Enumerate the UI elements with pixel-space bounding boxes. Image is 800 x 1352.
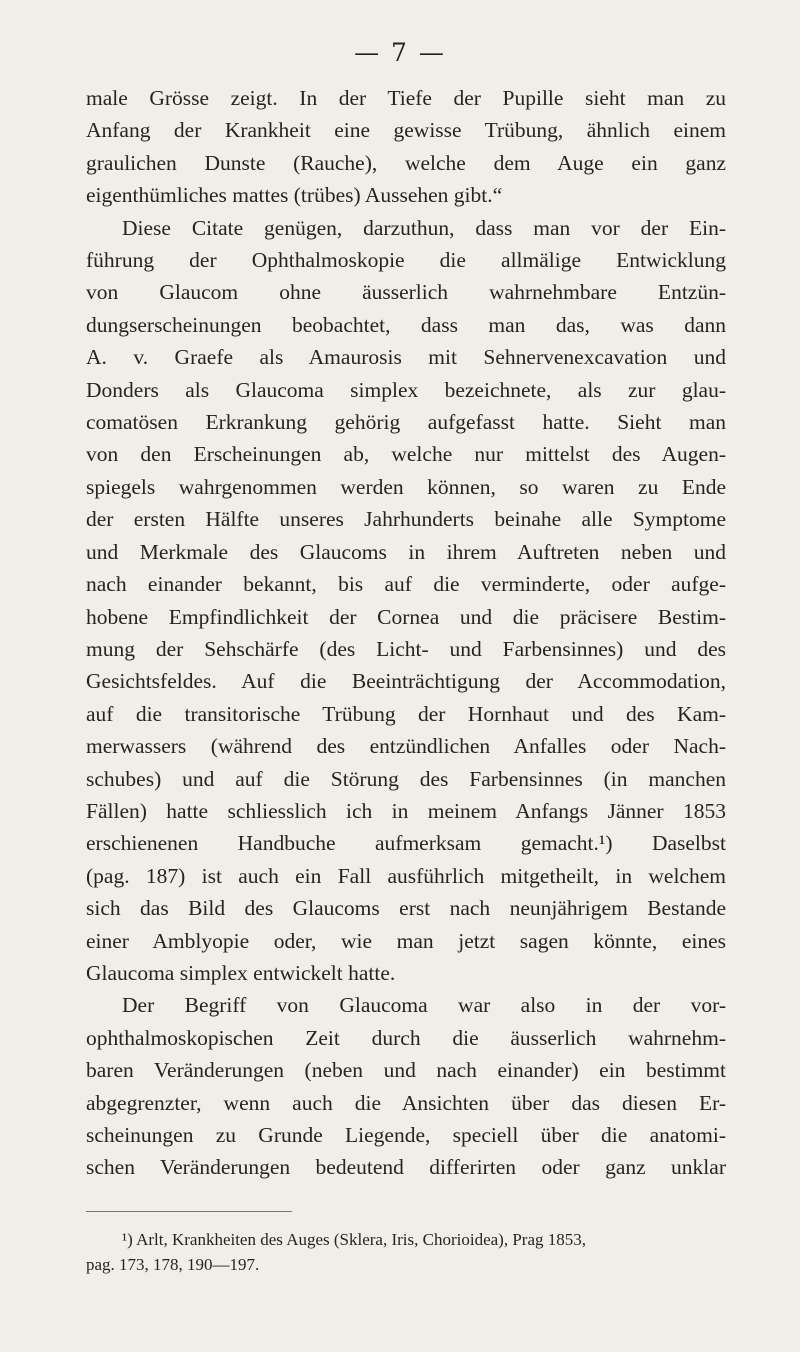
text-line: baren Veränderungen (neben und nach einander) ein bestimmt (86, 1058, 726, 1083)
text-line: eigenthümliches mattes (trübes) Aussehen gibt.“ (86, 183, 503, 208)
text-line: Diese Citate genügen, darzuthun, dass man vor der Ein- (122, 215, 726, 240)
text-line: der ersten Hälfte unseres Jahrhunderts beinahe alle Symptome (86, 507, 726, 532)
footnote-divider (86, 1211, 292, 1212)
text-line: von den Erscheinungen ab, welche nur mittelst des Augen- (86, 442, 726, 467)
text-line: einer Amblyopie oder, wie man jetzt sagen könnte, eines (86, 928, 726, 953)
text-line: Donders als Glaucoma simplex bezeichnete, als zur glau- (86, 377, 726, 402)
text-line: mung der Sehschärfe (des Licht- und Farbensinnes) und des (86, 636, 726, 661)
text-line: scheinungen zu Grunde Liegende, speciell über die anatomi- (86, 1123, 726, 1147)
text-line: Glaucoma simplex entwickelt hatte. (86, 960, 396, 985)
footnote-line: ¹) Arlt, Krankheiten des Auges (Sklera, Iris, Chorioidea), Prag 1853, (122, 1230, 586, 1249)
text-line: dungserscheinungen beobachtet, dass man das, was dann (86, 312, 726, 337)
text-line: und Merkmale des Glaucoms in ihrem Auftreten neben und (86, 539, 726, 564)
text-line: Gesichtsfeldes. Auf die Beeinträchtigung der Accommodation, (86, 669, 726, 694)
text-line: ophthalmoskopischen Zeit durch die äusserlich wahrnehm- (86, 1025, 726, 1050)
text-line: comatösen Erkrankung gehörig aufgefasst hatte. Sieht man (86, 410, 726, 435)
text-line: merwassers (während des entzündlichen Anfalles oder Nach- (86, 734, 726, 759)
text-line: führung der Ophthalmoskopie die allmälige Entwicklung (86, 248, 726, 273)
body-text (86, 82, 726, 1184)
text-line: abgegrenzter, wenn auch die Ansichten über das diesen Er- (86, 1090, 726, 1115)
text-line: male Grösse zeigt. In der Tiefe der Pupille sieht man zu (86, 86, 726, 110)
text-line: nach einander bekannt, bis auf die verminderte, oder aufge- (86, 572, 726, 597)
page-number: — 7 — (354, 38, 446, 67)
text-line: (pag. 187) ist auch ein Fall ausführlich mitgetheilt, in welchem (86, 863, 726, 888)
text-line: graulichen Dunste (Rauche), welche dem Auge ein ganz (86, 150, 726, 175)
footnote (86, 1227, 726, 1277)
text-line: schubes) und auf die Störung des Farbensinnes (in manchen (86, 766, 726, 791)
text-line: schen Veränderungen bedeutend differirten oder ganz unklar (86, 1155, 726, 1180)
text-line: hobene Empfindlichkeit der Cornea und die präcisere Bestim- (86, 604, 726, 629)
text-line: Anfang der Krankheit eine gewisse Trübung, ähnlich einem (86, 118, 726, 143)
text-line: erschienenen Handbuche aufmerksam gemacht.¹) Daselbst (86, 831, 726, 856)
footnote-line: pag. 173, 178, 190—197. (86, 1255, 260, 1274)
text-line: A. v. Graefe als Amaurosis mit Sehnervenexcavation und (86, 345, 726, 370)
text-line: sich das Bild des Glaucoms erst nach neunjährigem Bestande (86, 896, 726, 921)
text-line: Fällen) hatte schliesslich ich in meinem Anfangs Jänner 1853 (86, 798, 726, 823)
text-line: spiegels wahrgenommen werden können, so waren zu Ende (86, 474, 726, 499)
text-line: Der Begriff von Glaucoma war also in der vor- (122, 993, 726, 1018)
text-line: von Glaucom ohne äusserlich wahrnehmbare Entzün- (86, 280, 726, 305)
text-line: auf die transitorische Trübung der Hornhaut und des Kam- (86, 701, 726, 726)
